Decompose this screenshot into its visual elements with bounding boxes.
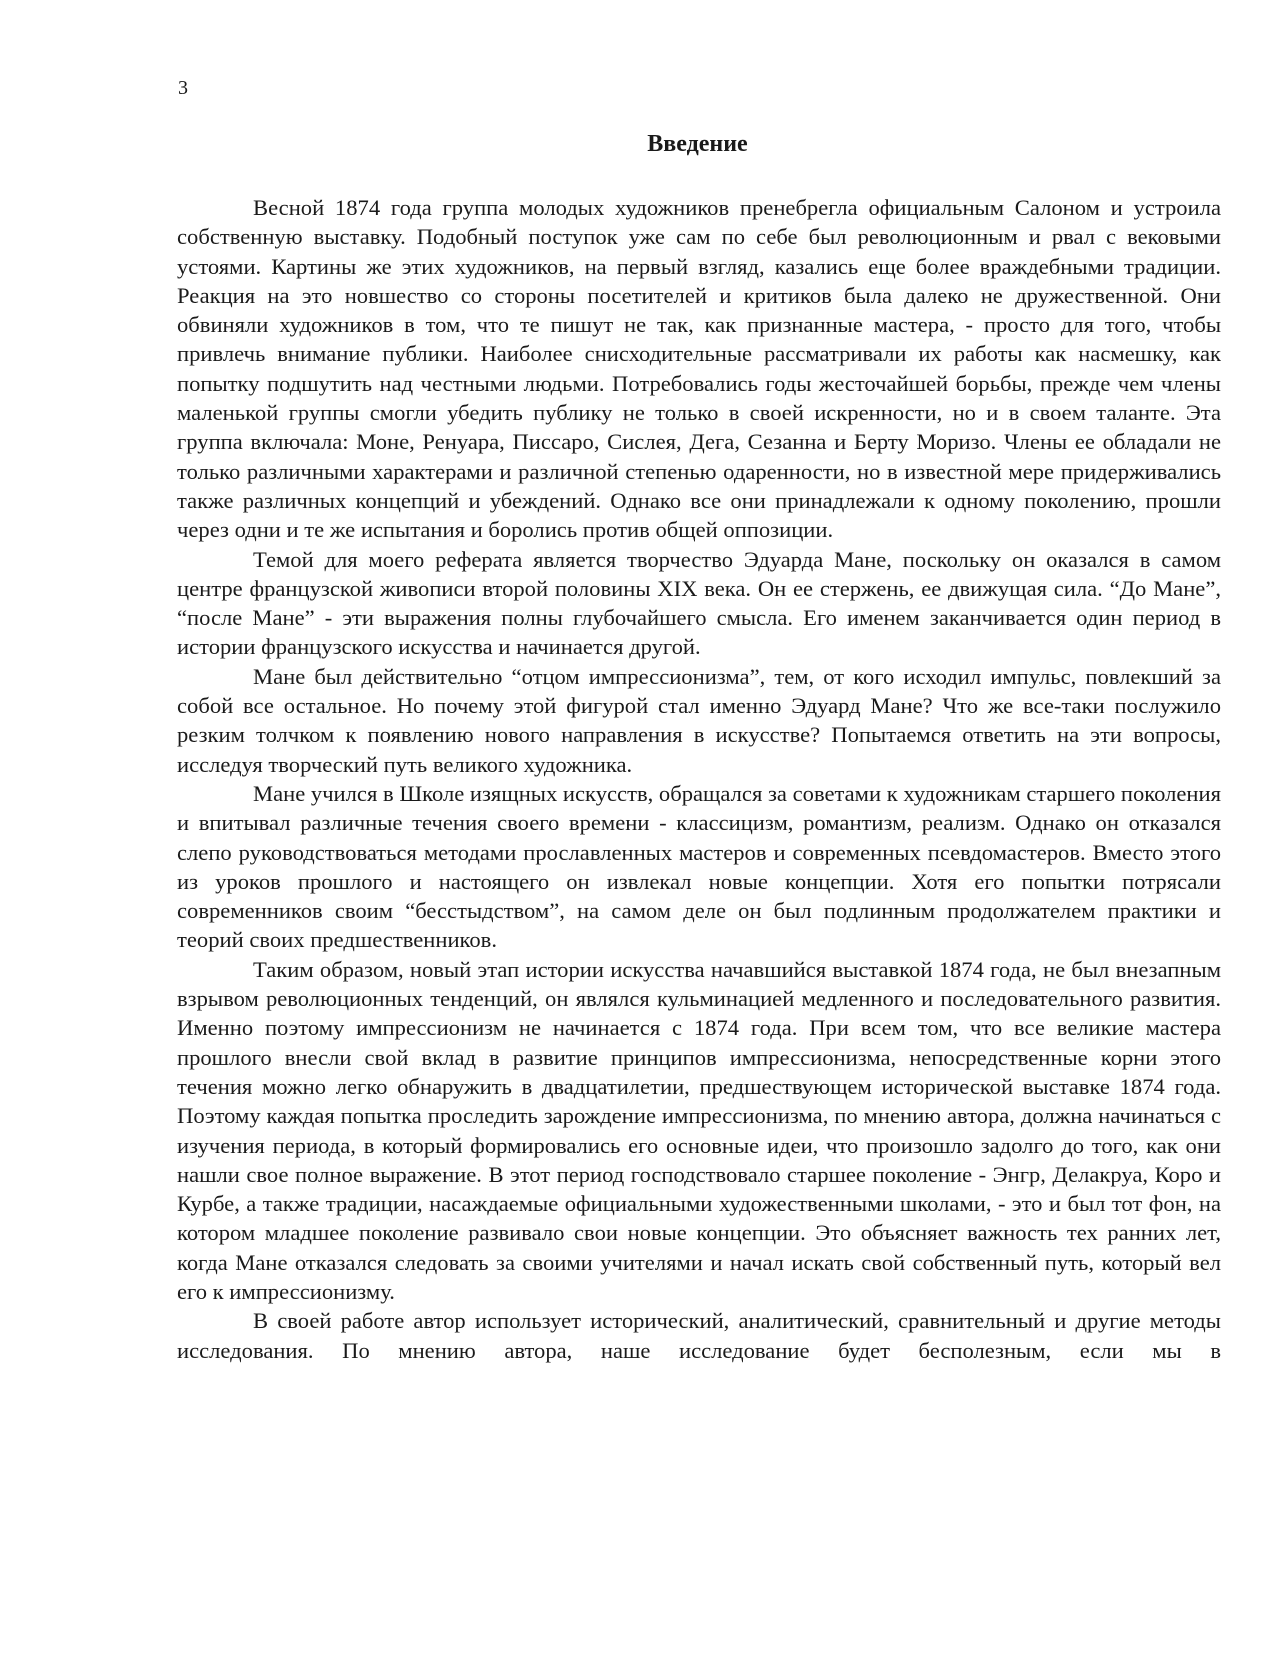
paragraph-father-of-impressionism: Мане был действительно “отцом импрессионизма”, тем, от кого исходил импульс, повлекший за собой все остальное. Но почему этой фигурой стал именно Эдуард Мане? Что же все-таки послужило резким толчком к появлению нового направления в искусстве? Попытаемся ответить на эти вопросы, исследуя творческий путь великого художника. — [177, 663, 1221, 777]
paragraph-methods: В своей работе автор использует исторический, аналитический, сравнительный и другие методы исследования. По мнению автора, наше исследование будет бесполезным, если мы в — [177, 1308, 1221, 1363]
paragraph-topic: Темой для моего реферата является творчество Эдуарда Мане, поскольку он оказался в самом центре французской живописи второй половины XIX века. Он ее стержень, ее движущая сила. “До Мане”, “после Мане” - эти выражения полны глубочайшего смысла. Его именем заканчивается один период в истории французского искусства и начинается другой. — [177, 546, 1221, 660]
page-title: Введение — [647, 131, 748, 157]
page-number: 3 — [178, 77, 188, 99]
body-text — [177, 193, 1221, 1365]
paragraph-intro: Весной 1874 года группа молодых художников пренебрегла официальным Салоном и устроила собственную выставку. Подобный поступок уже сам по себе был революционным и рвал с вековыми устоями. Картины же этих художников, на первый взгляд, казались еще более враждебными традиции. Реакция на это новшество со стороны посетителей и критиков была далеко не дружественной. Они обвиняли художников в том, что те пишут не так, как признанные мастера, - просто для того, чтобы привлечь внимание публики. Наиболее снисходительные рассматривали их работы как насмешку, как попытку подшутить над честными людьми. Потребовались годы жесточайшей борьбы, прежде чем члены маленькой группы смогли убедить публику не только в своей искренности, но и в своем таланте. Эта группа включала: Моне, Ренуара, Писсаро, Сислея, Дега, Сезанна и Берту Моризо. Члены ее обладали не только различными характерами и различной степенью одаренности, но в известной мере придерживались также различных концепций и убеждений. Однако все они принадлежали к одному поколению, прошли через одни и те же испытания и боролись против общей оппозиции. — [177, 195, 1221, 543]
paragraph-education: Мане учился в Школе изящных искусств, обращался за советами к художникам старшего поколения и впитывал различные течения своего времени - классицизм, романтизм, реализм. Однако он отказался слепо руководствоваться методами прославленных мастеров и современных псевдомастеров. Вместо этого из уроков прошлого и настоящего он извлекал новые концепции. Хотя его попытки потрясали современников своим “бесстыдством”, на самом деле он был подлинным продолжателем практики и теорий своих предшественников. — [177, 780, 1221, 953]
paragraph-new-stage: Таким образом, новый этап истории искусства начавшийся выставкой 1874 года, не был внезапным взрывом революционных тенденций, он являлся кульминацией медленного и последовательного развития. Именно поэтому импрессионизм не начинается с 1874 года. При всем том, что все великие мастера прошлого внесли свой вклад в развитие принципов импрессионизма, непосредственные корни этого течения можно легко обнаружить в двадцатилетии, предшествующем исторической выставке 1874 года. Поэтому каждая попытка проследить зарождение импрессионизма, по мнению автора, должна начинаться с изучения периода, в который формировались его основные идеи, что произошло задолго до того, как они нашли свое полное выражение. В этот период господствовало старшее поколение - Энгр, Делакруа, Коро и Курбе, а также традиции, насаждаемые официальными художественными школами, - это и был тот фон, на котором младшее поколение развивало свои новые концепции. Это объясняет важность тех ранних лет, когда Мане отказался следовать за своими учителями и начал искать свой собственный путь, который вел его к импрессионизму. — [177, 956, 1221, 1304]
